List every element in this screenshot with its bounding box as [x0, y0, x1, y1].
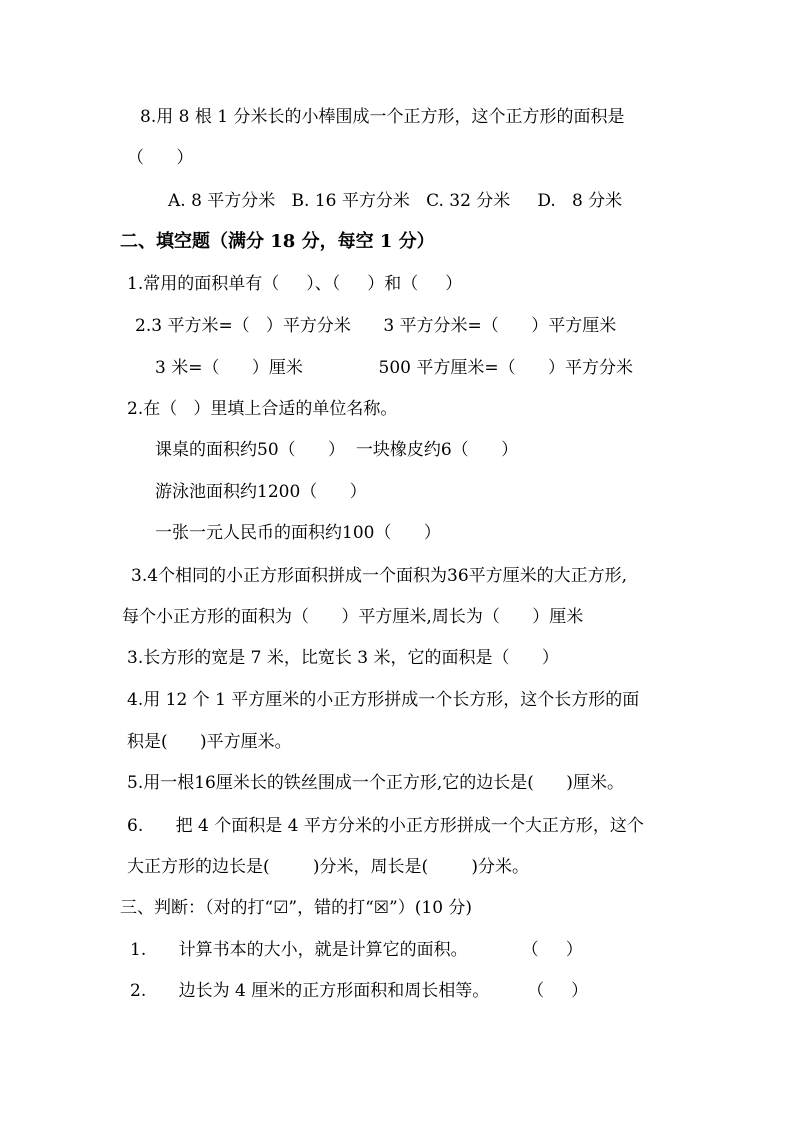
s2-item-2: 3 米=（ ）厘米 500 平方厘米=（ ）平方分米 [155, 358, 634, 378]
s3-item-0: 1. 计算书本的大小，就是计算它的面积。 （ ） [130, 940, 583, 960]
q8-line2: （ ） [127, 148, 194, 168]
s2-item-11: 积是( )平方厘米。 [127, 732, 292, 752]
q8-line1: 8.用 8 根 1 分米长的小棒围成一个正方形，这个正方形的面积是 [140, 107, 625, 127]
s2-item-12: 5.用一根16厘米长的铁丝围成一个正方形,它的边长是( )厘米。 [127, 773, 624, 793]
s2-item-5: 游泳池面积约1200（ ） [155, 482, 367, 502]
s2-item-1: 2.3 平方米=（ ）平方分米 3 平方分米=（ ）平方厘米 [135, 316, 617, 336]
s2-item-7: 3.4个相同的小正方形面积拼成一个面积为36平方厘米的大正方形, [131, 566, 628, 586]
s2-item-13: 6. 把 4 个面积是 4 平方分米的小正方形拼成一个大正方形，这个 [127, 816, 644, 836]
s2-item-10: 4.用 12 个 1 平方厘米的小正方形拼成一个长方形，这个长方形的面 [127, 690, 640, 710]
s2-item-14: 大正方形的边长是( )分米，周长是( )分米。 [127, 857, 529, 877]
s3-item-1: 2. 边长为 4 厘米的正方形面积和周长相等。 （ ） [130, 981, 589, 1001]
s2-item-4: 课桌的面积约50（ ） 一块橡皮约6（ ） [155, 440, 519, 460]
s2-item-8: 每个小正方形的面积为（ ）平方厘米,周长为（ ）厘米 [122, 607, 584, 627]
s2-item-6: 一张一元人民币的面积约100（ ） [155, 523, 441, 543]
s2-item-0: 1.常用的面积单有（ ）、（ ）和（ ） [127, 274, 463, 294]
s2-item-3: 2.在（ ）里填上合适的单位名称。 [127, 399, 398, 419]
s2-item-9: 3.长方形的宽是 7 米，比宽长 3 米，它的面积是（ ） [127, 648, 559, 668]
section3-heading: 三、判断：（对的打“☑”，错的打“☒”）(10 分) [120, 898, 473, 918]
section2-heading: 二、填空题（满分 18 分，每空 1 分） [120, 231, 435, 252]
q8-choices: A. 8 平方分米 B. 16 平方分米 C. 32 分米 D. 8 分米 [168, 191, 623, 211]
